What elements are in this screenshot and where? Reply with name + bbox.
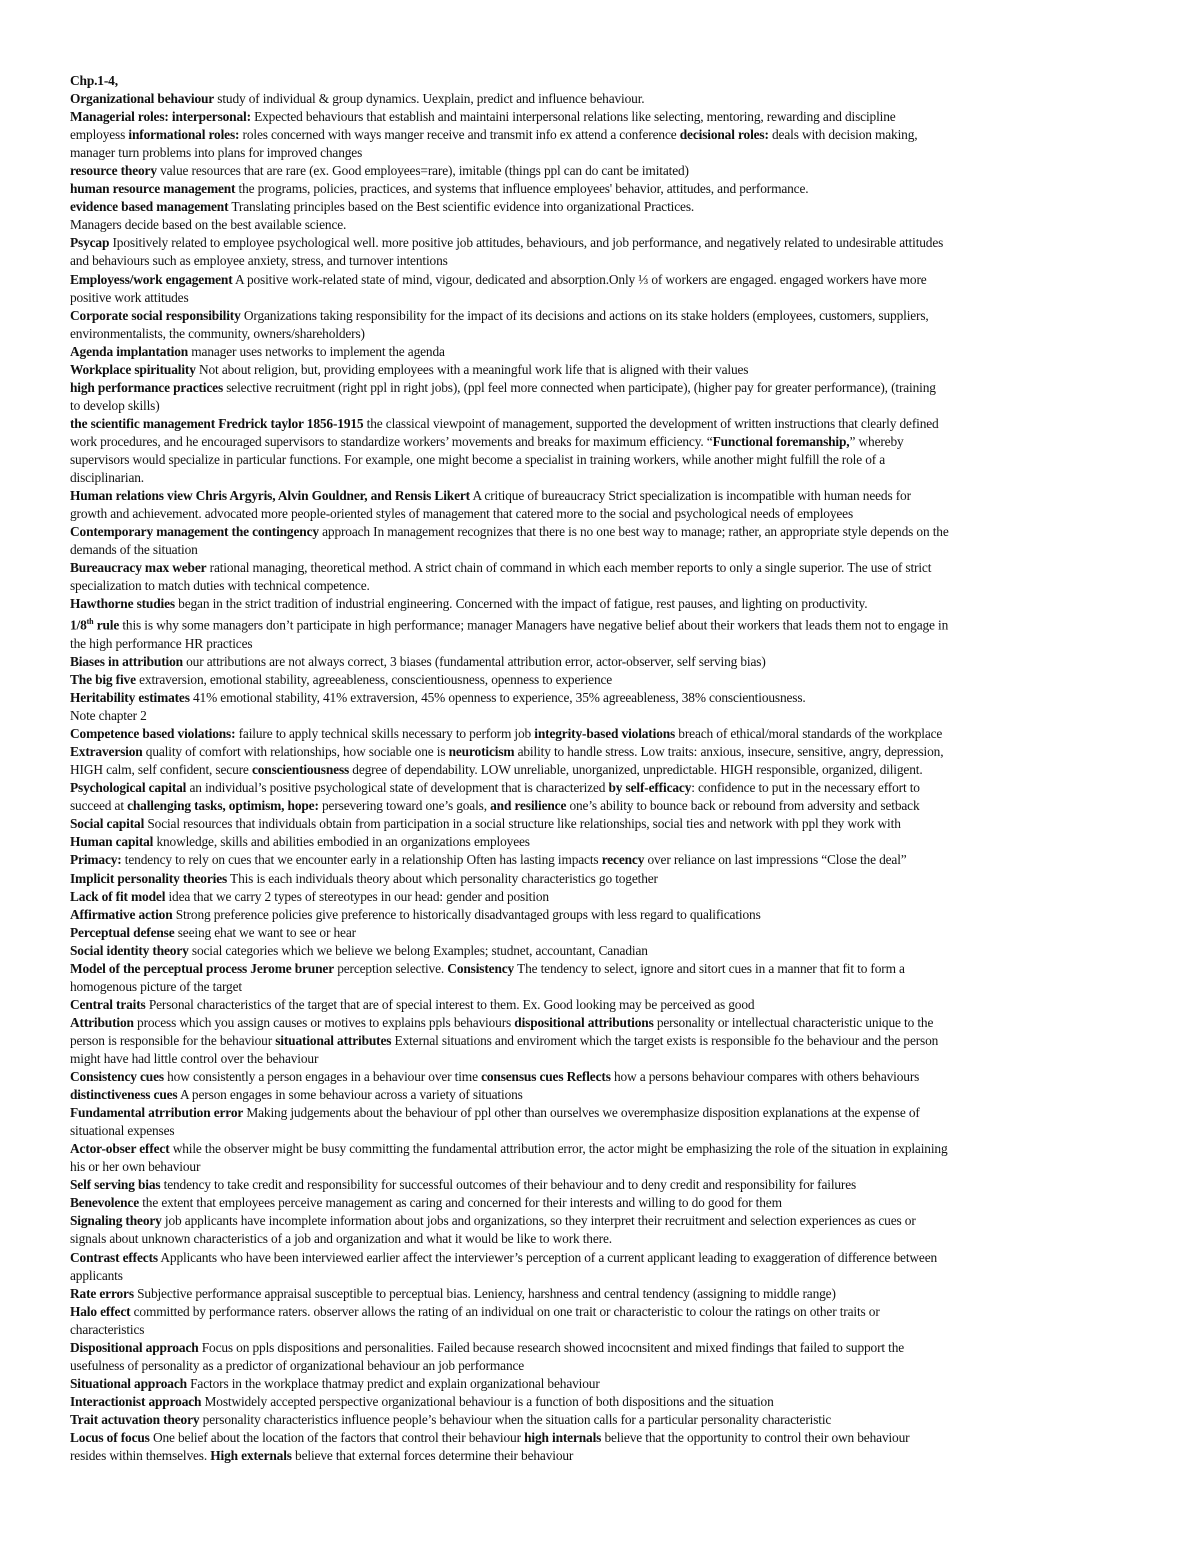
definition-text: while the observer might be busy committing the fundamental attribution error, the actor might be emphasizing the role of the situation in explaining [169,1141,948,1157]
document-page [70,72,1130,1465]
text-line [70,505,1130,523]
definition-text: and behaviours such as employee anxiety, stress, and turnover intentions [70,253,448,269]
definition-text: selective recruitment (right ppl in right jobs), (ppl feel more connected when participate), (higher pay for greater performance), (training [223,379,936,395]
term-heading: Competence based violations: [70,726,236,742]
definition-text: disciplinarian. [70,470,144,486]
definition-text: the programs, policies, practices, and systems that influence employees' behavior, attitudes, and performance. [235,181,809,197]
text-line [70,1411,1130,1429]
term-heading: Social capital [70,816,145,832]
text-line [70,613,1130,635]
term-heading: high internals [524,1429,602,1445]
text-line [70,689,1130,707]
text-line [70,942,1130,960]
text-line [70,271,1130,289]
term-heading: Managerial roles: interpersonal: [70,109,251,125]
term-heading: Primacy: [70,852,122,868]
definition-text: tendency to take credit and responsibility for successful outcomes of their behaviour and to deny credit and responsibility for failures [160,1177,857,1193]
text-line [70,307,1130,325]
term-heading: Contrast effects [70,1249,158,1265]
term-heading: Actor-obser effect [70,1141,170,1157]
definition-text: supervisors would specialize in particular functions. For example, one might become a specialist in training workers, while another might fulfill the role of a [70,451,886,467]
text-line [70,635,1130,653]
text-line [70,924,1130,942]
text-line [70,725,1130,743]
definition-text: One belief about the location of the factors that control their behaviour [149,1429,525,1445]
text-line [70,1194,1130,1212]
text-line [70,1321,1130,1339]
text-line [70,595,1130,613]
definition-text: might have had little control over the behaviour [70,1051,319,1066]
text-line [70,1303,1130,1321]
definition-text: quality of comfort with relationships, how sociable one is [142,744,449,760]
text-line [70,1014,1130,1032]
text-line [70,779,1130,797]
text-line [70,1176,1130,1194]
term-heading: Human capital [70,834,154,850]
definition-text: value resources that are rare (ex. Good employees=rare), imitable (things ppl can do cant be imitated) [156,163,689,179]
definition-text: extraversion, emotional stability, agreeableness, conscientiousness, openness to experience [135,672,613,688]
definition-text: personality characteristics influence people’s behaviour when the situation calls for a particular personality characteristic [199,1411,832,1427]
definition-text: A positive work-related state of mind, vigour, dedicated and absorption.Only ⅓ of workers are engaged. engaged workers have more [232,271,927,287]
term-heading: Biases in attribution [70,653,183,669]
term-heading: consensus cues Reflects [481,1069,611,1085]
definition-text: Ipositively related to employee psychological well. more positive job attitudes, behaviours, and job performance, and negatively related to undesirable attitudes [109,235,944,251]
text-line [70,162,1130,180]
text-line [70,523,1130,541]
text-line [70,397,1130,415]
term-heading: evidence based management [70,199,229,215]
definition-text: the classical viewpoint of management, supported the development of written instructions that clearly defined [363,415,939,431]
text-line [70,1429,1130,1447]
term-heading: Fundamental atrribution error [70,1105,244,1121]
term-heading: and resilience [490,798,567,814]
definition-text: homogenous picture of the target [70,978,242,994]
text-line [70,996,1130,1014]
term-heading: Situational approach [70,1375,187,1391]
text-line [70,1122,1130,1140]
text-line [70,833,1130,851]
term-heading: Consistency cues [70,1069,164,1085]
definition-text: how a persons behaviour compares with others behaviours [610,1069,920,1085]
term-heading: Hawthorne studies [70,596,175,612]
definition-text: positive work attitudes [70,289,189,305]
text-line [70,1267,1130,1285]
definition-text: how consistently a person engages in a behaviour over time [163,1069,482,1085]
text-line [70,653,1130,671]
definition-text: Personal characteristics of the target that are of special interest to them. Ex. Good looking may be perceived as good [145,996,755,1012]
definition-text: ability to handle stress. Low traits: anxious, insecure, sensitive, angry, depression, [514,744,944,760]
text-line [70,1339,1130,1357]
term-heading: Extraversion [70,744,143,760]
definition-text: usefulness of personality as a predictor of organizational behaviour an job performance [70,1357,525,1373]
term-heading: dispositional attributions [514,1014,654,1030]
definition-text: ” whereby [849,433,904,449]
text-line [70,252,1130,270]
text-line [70,559,1130,577]
term-heading: Corporate social responsibility [70,307,241,323]
text-line [70,1357,1130,1375]
text-line [70,1375,1130,1393]
definition-text: study of individual & group dynamics. Uexplain, predict and influence behaviour. [214,91,645,107]
term-heading: Rate errors [70,1285,134,1301]
definition-text: This is each individuals theory about which personality characteristics go together [227,870,658,886]
definition-text: job applicants have incomplete information about jobs and organizations, so they interpret their recruitment and selection experiences as cues or [161,1213,916,1229]
text-line [70,1158,1130,1176]
term-heading: Agenda implantation [70,343,189,359]
term-heading: resource theory [70,163,157,179]
definition-text: manager turn problems into plans for improved changes [70,145,363,161]
term-heading: Signaling theory [70,1213,162,1229]
text-line [70,851,1130,869]
text-line [70,1393,1130,1411]
text-line [70,198,1130,216]
text-line [70,1249,1130,1267]
text-line [70,815,1130,833]
term-heading: Functional foremanship, [712,433,850,449]
term-heading: Workplace spirituality [70,361,196,377]
definition-text: perception selective. [334,960,448,976]
definition-text: characteristics [70,1321,145,1337]
definition-text: Factors in the workplace thatmay predict and explain organizational behaviour [186,1375,600,1391]
text-line [70,126,1130,144]
term-heading: integrity-based violations [534,726,676,742]
term-heading: high performance practices [70,379,224,395]
definition-text: growth and achievement. advocated more people-oriented styles of management that catered more to the social and psychological needs of employees [70,506,854,522]
term-heading: Lack of fit model [70,888,166,904]
term-heading: Consistency [447,960,515,976]
definition-text: environmentalists, the community, owners/shareholders) [70,325,365,341]
text-line [70,343,1130,361]
text-line [70,707,1130,725]
term-heading: Social identity theory [70,942,189,958]
definition-text: Focus on ppls dispositions and personalities. Failed because research showed incocnsitent and mixed findings that failed to support the [198,1339,905,1355]
definition-text: approach In management recognizes that there is no one best way to manage; rather, an appropriate style depends on the [318,524,949,540]
term-heading: rule [93,617,120,633]
text-line [70,870,1130,888]
definition-text: roles concerned with ways manger receive and transmit info ex attend a conference [239,127,680,143]
definition-text: personality or intellectual characteristic unique to the [653,1014,934,1030]
definition-text: applicants [70,1267,123,1283]
term-heading: Human relations view Chris Argyris, Alvin Gouldner, and Rensis Likert [70,488,470,504]
term-heading: Attribution [70,1014,134,1030]
term-heading: Trait actuvation theory [70,1411,200,1427]
text-line [70,797,1130,815]
term-heading: Chp.1-4, [70,73,118,88]
definition-text: knowledge, skills and abilities embodied in an organizations employees [153,834,530,850]
term-heading: challenging tasks, optimism, hope: [127,798,319,814]
text-line [70,216,1130,234]
definition-text: process which you assign causes or motives to explains ppls behaviours [133,1014,515,1030]
term-heading: Central traits [70,996,146,1012]
definition-text: Strong preference policies give preference to historically disadvantaged groups with less regard to qualifications [172,906,761,922]
term-heading: Model of the perceptual process Jerome bruner [70,960,334,976]
text-line [70,72,1130,90]
definition-text: work procedures, and he encouraged supervisors to standardize workers’ movements and breaks for maximum efficiency. “ [70,433,713,449]
term-heading: Halo effect [70,1303,131,1319]
term-heading: by self-efficacy [608,780,692,796]
definition-text: specialization to match duties with technical competence. [70,578,370,594]
term-heading: Bureaucracy max weber [70,560,207,576]
term-heading: Interactionist approach [70,1393,202,1409]
text-line [70,960,1130,978]
definition-text: failure to apply technical skills necessary to perform job [235,726,535,742]
text-line [70,180,1130,198]
definition-text: A critique of bureaucracy Strict specialization is incompatible with human needs for [469,488,911,504]
term-heading: Benevolence [70,1195,140,1211]
definition-text: an individual’s positive psychological state of development that is characterized [186,780,609,796]
definition-text: idea that we carry 2 types of stereotypes in our head: gender and position [165,888,549,904]
term-heading: neuroticism [448,744,515,760]
definition-text: employess [70,127,129,143]
definition-text: Managers decide based on the best available science. [70,217,347,233]
definition-text: The tendency to select, ignore and sitort cues in a manner that fit to form a [514,960,905,976]
text-line [70,1032,1130,1050]
definition-text: External situations and enviroment which the target exists is responsible fo the behaviour and the person [391,1032,939,1048]
term-heading: the scientific management Fredrick taylor 1856-1915 [70,415,364,431]
definition-text: breach of ethical/moral standards of the workplace [675,726,943,742]
text-line [70,325,1130,343]
definition-text: to develop skills) [70,397,160,413]
text-line [70,433,1130,451]
text-line [70,361,1130,379]
text-line [70,1140,1130,1158]
text-line [70,108,1130,126]
definition-text: Making judgements about the behaviour of ppl other than ourselves we overemphasize disposition explanations at the expense of [243,1105,920,1121]
definition-text: person is responsible for the behaviour [70,1032,276,1048]
term-heading: conscientiousness [251,762,350,778]
term-heading: Organizational behaviour [70,91,215,107]
term-heading: Affirmative action [70,906,173,922]
term-heading: Implicit personality theories [70,870,228,886]
text-line [70,1447,1130,1465]
term-heading: Heritability estimates [70,690,190,706]
definition-text: this is why some managers don’t participate in high performance; manager Managers have negative belief about their workers that leads them not to engage in [119,617,949,633]
text-line [70,487,1130,505]
text-line [70,906,1130,924]
term-heading: recency [601,852,645,868]
definition-text: committed by performance raters. observer allows the rating of an individual on one trait or characteristic to colour the ratings on other traits or [130,1303,880,1319]
term-heading: Dispositional approach [70,1339,199,1355]
term-heading: th [86,617,94,627]
text-line [70,1104,1130,1122]
definition-text: Not about religion, but, providing employees with a meaningful work life that is aligned with their values [195,361,749,377]
term-heading: Self serving bias [70,1177,161,1193]
term-heading: Employess/work engagement [70,271,233,287]
definition-text: over reliance on last impressions “Close the deal” [644,852,907,868]
definition-text: : confidence to put in the necessary effort to [691,780,920,796]
definition-text: Note chapter 2 [70,708,147,724]
definition-text: one’s ability to bounce back or rebound from adversity and setback [566,798,920,814]
term-heading: informational roles: [128,127,240,143]
text-line [70,1230,1130,1248]
definition-text: social categories which we believe we belong Examples; studnet, accountant, Canadian [188,942,648,958]
definition-text: began in the strict tradition of industrial engineering. Concerned with the impact of fatigue, rest pauses, and lighting on productivity. [174,596,868,612]
term-heading: Locus of focus [70,1429,150,1445]
definition-text: degree of dependability. LOW unreliable, unorganized, unpredictable. HIGH responsible, organized, diligent. [349,762,923,778]
text-line [70,671,1130,689]
definition-text: our attributions are not always correct, 3 biases (fundamental attribution error, actor-observer, self serving bias) [182,653,766,669]
definition-text: situational expenses [70,1123,175,1139]
text-line [70,761,1130,779]
definition-text: signals about unknown characteristics of a job and organization and what it would be like to work there. [70,1231,612,1247]
definition-text: deals with decision making, [768,127,918,143]
definition-text: believe that the opportunity to control their own behaviour [601,1429,910,1445]
definition-text: A person engages in some behaviour across a variety of situations [177,1087,523,1103]
text-line [70,541,1130,559]
definition-text: tendency to rely on cues that we encounter early in a relationship Often has lasting impacts [121,852,602,868]
definition-text: Applicants who have been interviewed earlier affect the interviewer’s perception of a current applicant leading to exaggeration of difference between [157,1249,938,1265]
definition-text: Expected behaviours that establish and maintaini interpersonal relations like selecting, mentoring, rewarding and discipline [250,109,896,125]
definition-text: Social resources that individuals obtain from participation in a social structure like relationships, social ties and network with ppl they work with [144,816,901,832]
definition-text: his or her own behaviour [70,1159,201,1175]
term-heading: human resource management [70,181,236,197]
text-line [70,978,1130,996]
text-line [70,90,1130,108]
text-line [70,415,1130,433]
definition-text: manager uses networks to implement the agenda [188,343,445,359]
text-line [70,234,1130,252]
definition-text: succeed at [70,798,128,814]
definition-text: the extent that employees perceive management as caring and concerned for their interests and willing to do good for them [139,1195,782,1211]
text-line [70,144,1130,162]
text-line [70,1285,1130,1303]
term-heading: High externals [210,1448,292,1464]
text-line [70,469,1130,487]
definition-text: the high performance HR practices [70,635,253,651]
term-heading: Contemporary management the contingency [70,524,319,540]
definition-text: Mostwidely accepted perspective organizational behaviour is a function of both dispositions and the situation [201,1393,774,1409]
term-heading: situational attributes [275,1032,392,1048]
text-line [70,1068,1130,1086]
term-heading: Perceptual defense [70,924,175,940]
text-line [70,577,1130,595]
term-heading: decisional roles: [679,127,769,143]
definition-text: believe that external forces determine their behaviour [291,1448,574,1464]
term-heading: Psycap [70,235,110,251]
text-line [70,1050,1130,1068]
definition-text: seeing ehat we want to see or hear [174,924,356,940]
definition-text: HIGH calm, self confident, secure [70,762,252,778]
term-heading: Psychological capital [70,780,187,796]
term-heading: The big five [70,672,136,688]
text-line [70,379,1130,397]
text-line [70,289,1130,307]
term-heading: distinctiveness cues [70,1087,178,1103]
definition-text: persevering toward one’s goals, [318,798,491,814]
definition-text: resides within themselves. [70,1448,211,1464]
text-line [70,1086,1130,1104]
definition-text: Organizations taking responsibility for the impact of its decisions and actions on its stake holders (employees, customers, suppliers, [240,307,929,323]
definition-text: rational managing, theoretical method. A strict chain of command in which each member reports to only a single superior. The use of strict [206,560,932,576]
text-line [70,1212,1130,1230]
text-line [70,451,1130,469]
definition-text: Translating principles based on the Best scientific evidence into organizational Practices. [228,199,695,215]
text-line [70,888,1130,906]
definition-text: demands of the situation [70,542,198,558]
definition-text: Subjective performance appraisal susceptible to perceptual bias. Leniency, harshness and central tendency (assigning to middle range) [133,1285,836,1301]
definition-text: 41% emotional stability, 41% extraversion, 45% openness to experience, 35% agreeableness, 38% conscientiousness. [189,690,806,706]
text-line [70,743,1130,761]
term-heading: 1/8 [70,617,87,633]
